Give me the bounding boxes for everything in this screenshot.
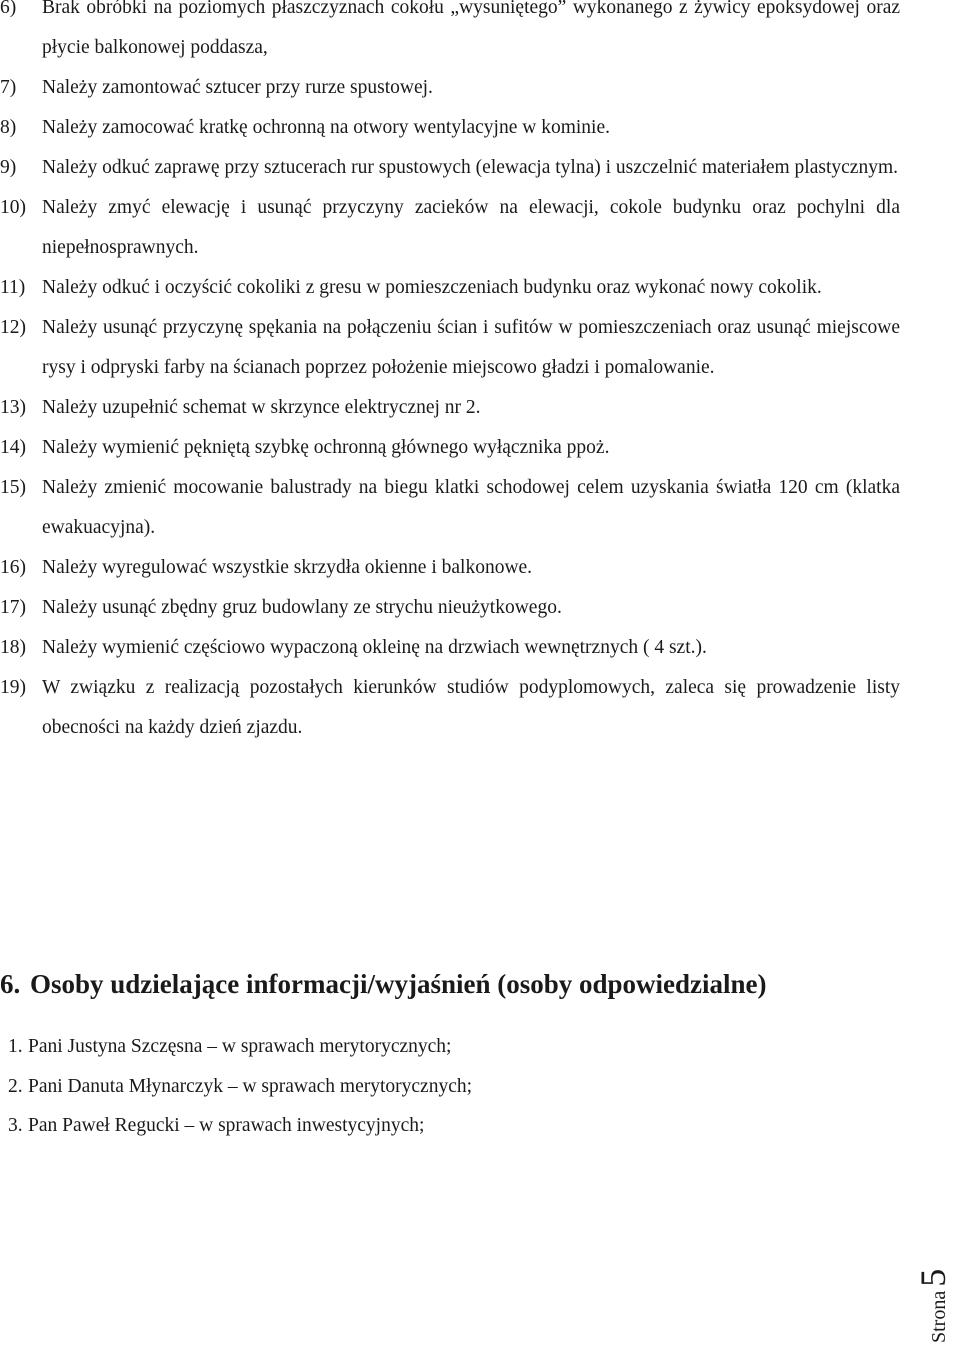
page-label: Strona xyxy=(928,1290,950,1343)
person-number: 3. xyxy=(8,1115,23,1136)
list-item xyxy=(0,308,900,388)
contact-persons-list xyxy=(0,1027,900,1146)
person-number: 1. xyxy=(8,1036,23,1057)
person-number: 2. xyxy=(8,1075,23,1097)
item-text: Należy uzupełnić schemat w skrzynce elektrycznej nr 2. xyxy=(42,397,481,418)
page-number xyxy=(912,1269,954,1343)
list-item xyxy=(0,1106,900,1146)
section-heading xyxy=(0,962,900,1006)
item-number: 15) xyxy=(0,477,26,498)
item-text: Należy zmienić mocowanie balustrady na biegu klatki schodowej celem uzyskania światła 120 cm (klatka ewakuacyjna). xyxy=(42,477,900,538)
item-text: Należy zamontować sztucer przy rurze spustowej. xyxy=(42,77,433,98)
item-number: 14) xyxy=(0,437,26,458)
list-item xyxy=(0,68,900,108)
item-number: 6) xyxy=(0,0,17,18)
item-number: 17) xyxy=(0,597,26,618)
item-number: 11) xyxy=(0,277,26,298)
list-item xyxy=(0,388,900,428)
item-text: Należy wyregulować wszystkie skrzydła okienne i balkonowe. xyxy=(42,557,533,578)
list-item xyxy=(0,148,900,188)
person-text: Pani Justyna Szczęsna – w sprawach merytorycznych; xyxy=(28,1036,452,1057)
item-number: 13) xyxy=(0,397,26,418)
item-text: Należy usunąć zbędny gruz budowlany ze strychu nieużytkowego. xyxy=(42,597,562,618)
person-text: Pani Danuta Młynarczyk – w sprawach merytorycznych; xyxy=(28,1075,473,1097)
item-number: 10) xyxy=(0,197,26,218)
item-text: Należy zmyć elewację i usunąć przyczyny zacieków na elewacji, cokole budynku oraz pochylni dla niepełnosprawnych. xyxy=(42,197,900,258)
list-item xyxy=(0,188,900,268)
list-item xyxy=(0,428,900,468)
page-footer xyxy=(913,1233,958,1343)
page-number-value: 5 xyxy=(913,1268,953,1287)
list-item xyxy=(0,588,900,628)
item-text: Należy odkuć zaprawę przy sztucerach rur spustowych (elewacja tylna) i uszczelnić materiałem plastycznym. xyxy=(42,157,898,178)
item-text: Należy odkuć i oczyścić cokoliki z gresu w pomieszczeniach budynku oraz wykonać nowy cokolik. xyxy=(42,277,822,298)
item-number: 8) xyxy=(0,117,17,138)
list-item xyxy=(0,268,900,308)
list-item xyxy=(0,548,900,588)
list-item xyxy=(0,1067,900,1107)
list-item xyxy=(0,628,900,668)
item-number: 18) xyxy=(0,637,26,658)
item-text: Należy usunąć przyczynę spękania na połączeniu ścian i sufitów w pomieszczeniach oraz usunąć miejscowe rysy i odpryski farby na ścianach poprzez położenie miejscowo gładzi i pomalowanie. xyxy=(42,317,900,378)
item-text: Należy wymienić częściowo wypaczoną okleinę na drzwiach wewnętrznych ( 4 szt.). xyxy=(42,637,707,658)
list-item xyxy=(0,668,900,748)
list-item xyxy=(0,0,900,68)
section-title: Osoby udzielające informacji/wyjaśnień (osoby odpowiedzialne) xyxy=(30,969,767,999)
item-number: 16) xyxy=(0,557,26,578)
section-number: 6. xyxy=(0,969,21,999)
item-text: Należy wymienić pękniętą szybkę ochronną głównego wyłącznika ppoż. xyxy=(42,437,610,458)
list-item xyxy=(0,108,900,148)
item-number: 9) xyxy=(0,157,17,178)
item-number: 19) xyxy=(0,677,26,698)
item-text: Brak obróbki na poziomych płaszczyznach cokołu „wysuniętego” wykonanego z żywicy epoksydowej oraz płycie balkonowej poddasza, xyxy=(42,0,900,58)
item-text: W związku z realizacją pozostałych kierunków studiów podyplomowych, zaleca się prowadzenie listy obecności na każdy dzień zjazdu. xyxy=(42,677,900,738)
person-text: Pan Paweł Regucki – w sprawach inwestycyjnych; xyxy=(28,1115,425,1136)
item-text: Należy zamocować kratkę ochronną na otwory wentylacyjne w kominie. xyxy=(42,117,610,138)
list-item xyxy=(0,1027,900,1067)
item-number: 12) xyxy=(0,317,26,338)
list-item xyxy=(0,468,900,548)
item-number: 7) xyxy=(0,77,17,98)
